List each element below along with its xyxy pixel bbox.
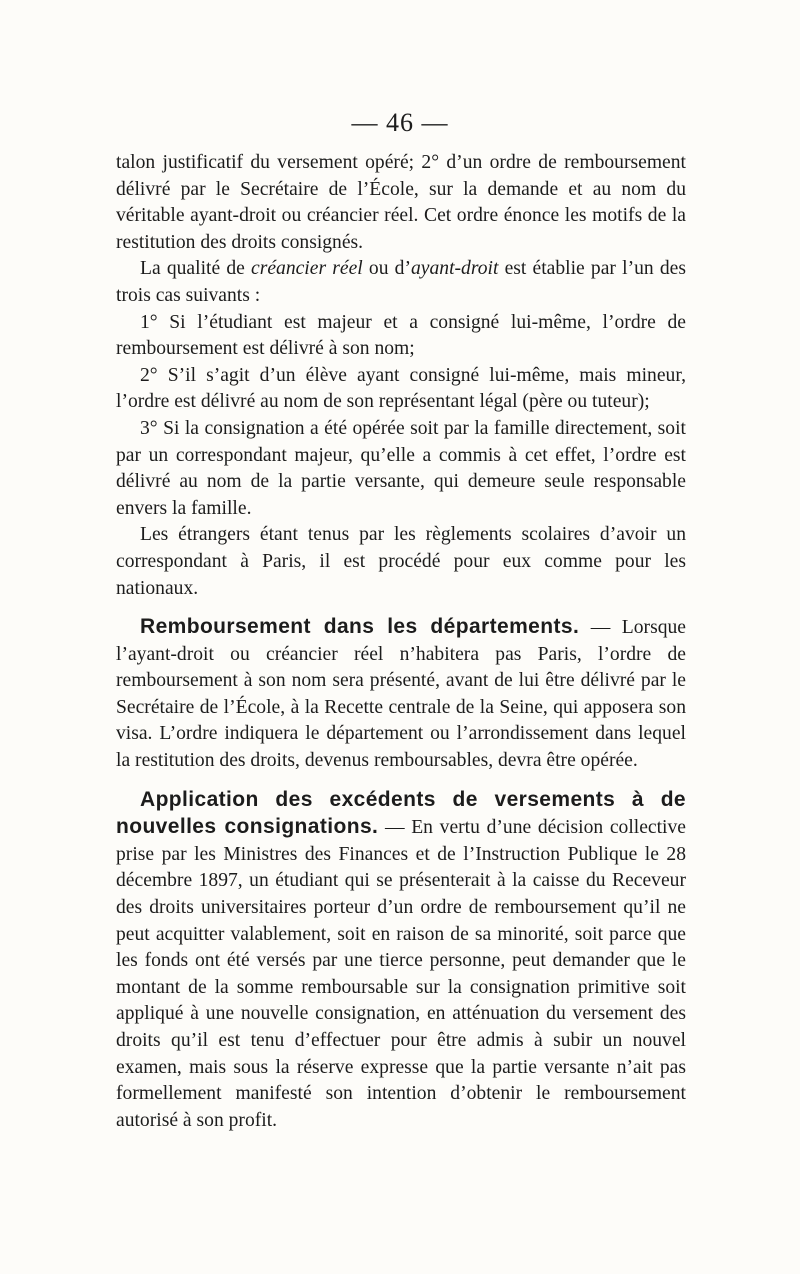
page-body [116, 150, 686, 1134]
paragraph-case-3: 3° Si la consignation a été opérée soit par la famille directement, soit par un correspondant majeur, qu’elle a commis à cet effet, l’ordre est délivré au nom de la partie versante, qui demeure seule responsable envers la famille. [116, 417, 686, 519]
paragraph-text: La qualité de [140, 258, 251, 280]
section-text: — En vertu d’une décision collective prise par les Ministres des Finances et de l’Instruction Publique le 28 décembre 1897, un étudiant qui se présenterait à la caisse du Receveur des droits universitaires porteur d’un ordre de remboursement qu’il ne peut acquitter valablement, soit en raison de sa minorité, soit parce que les fonds ont été versés par une tierce personne, peut demander que le montant de la somme remboursable sur la consignation primitive soit appliqué à une nouvelle consignation, en atténuation du versement des droits qu’il est tenu d’effectuer pour être admis à subir un nouvel examen, mais sous la réserve expresse que la partie versante n’ait pas formellement manifesté son intention d’obtenir le remboursement autorisé à son profit. [116, 817, 686, 1131]
paragraph-qualite [116, 256, 686, 309]
paragraph-continuation: talon justificatif du versement opéré; 2° d’un ordre de remboursement délivré par le Secrétaire de l’École, sur la demande et au nom du véritable ayant-droit ou créancier réel. Cet ordre énonce les motifs de la restitution des droits consignés. [116, 152, 686, 253]
section-text: — Lorsque l’ayant-droit ou créancier réel n’habitera pas Paris, l’ordre de remboursement à son nom sera présenté, avant de lui être délivré par le Secrétaire de l’École, à la Recette centrale de la Seine, qui apposera son visa. L’ordre indiquera le département ou l’arrondissement dans lequel la restitution des droits, devenus remboursables, devra être opérée. [116, 617, 686, 772]
page-number: — 46 — [351, 108, 449, 137]
section-heading: Application des excédents de versements à de nouvelles consignations. [116, 787, 686, 839]
section-heading: Remboursement dans les départements. [140, 615, 580, 639]
paragraph-text: ou d’ [362, 258, 411, 280]
paragraph-case-2: 2° S’il s’agit d’un élève ayant consigné lui-même, mais mineur, l’ordre est délivré au nom de son représentant légal (père ou tuteur); [116, 364, 686, 413]
emphasis-ayant-droit: ayant-droit [410, 258, 499, 280]
section-application-excedents [116, 787, 686, 1135]
paragraph-text: est établie par l’un des trois cas suivants : [116, 258, 686, 306]
paragraph-case-1: 1° Si l’étudiant est majeur et a consigné lui-même, l’ordre de remboursement est délivré à son nom; [116, 311, 686, 360]
emphasis-creancier-reel: créancier réel [251, 258, 363, 280]
paragraph-etrangers: Les étrangers étant tenus par les règlements scolaires d’avoir un correspondant à Paris, il est procédé pour eux comme pour les nationaux. [116, 524, 686, 599]
section-remboursement-departements [116, 614, 686, 775]
